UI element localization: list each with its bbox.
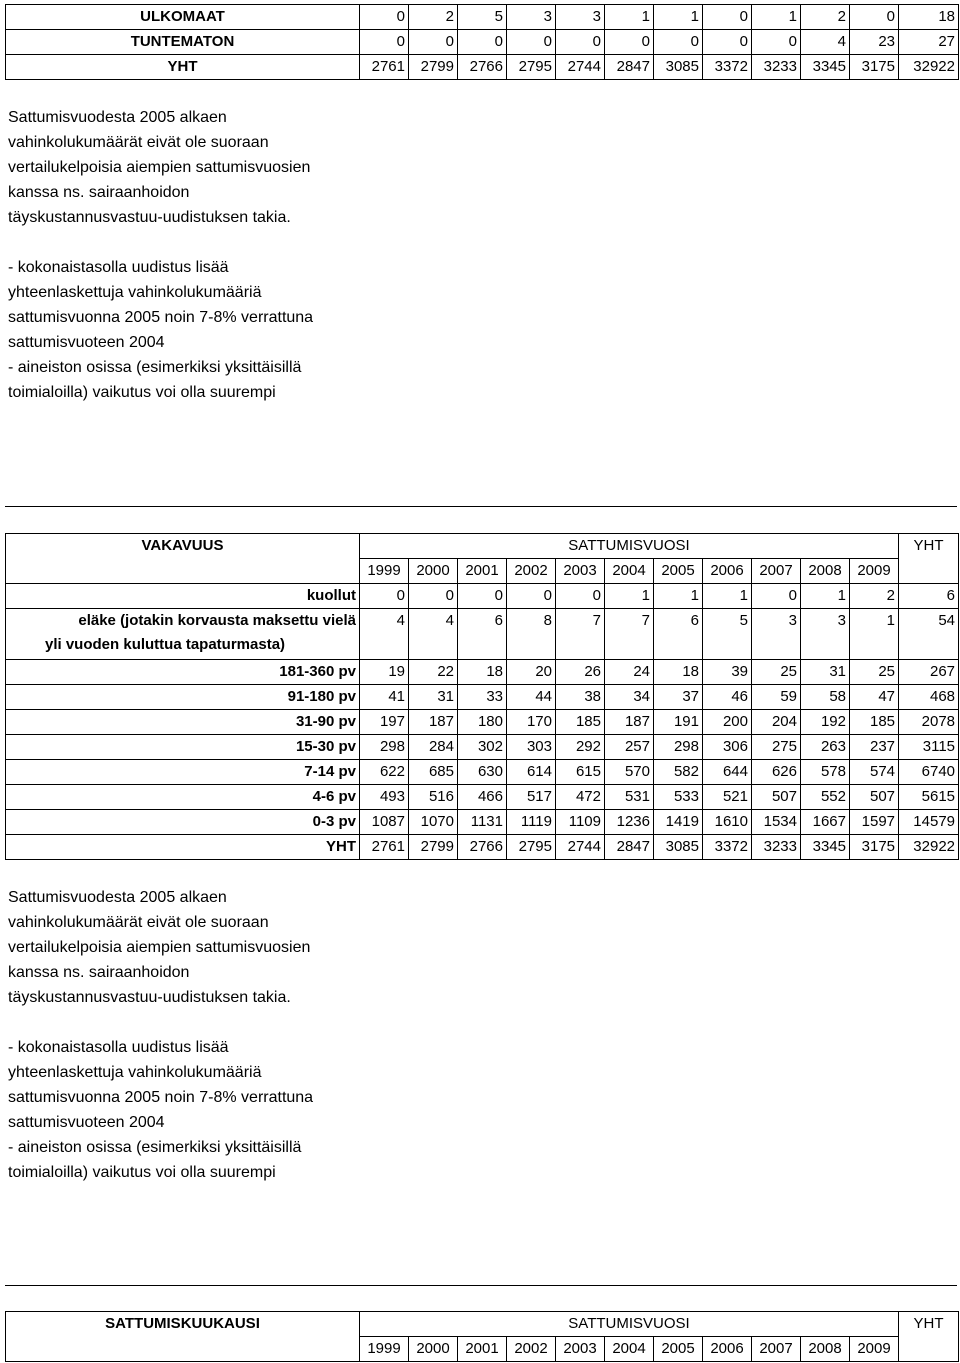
table-cell: 31: [409, 685, 458, 710]
table-cell: 5: [458, 5, 507, 30]
row-label-line: yli vuoden kuluttua tapaturmasta): [45, 636, 286, 653]
row-total: 2078: [899, 710, 959, 735]
year-header: 2007: [752, 559, 801, 584]
table-cell: 31: [801, 660, 850, 685]
table-cell: 3345: [801, 835, 850, 860]
table-cell: 187: [409, 710, 458, 735]
table-cell: 180: [458, 710, 507, 735]
table-cell: 275: [752, 735, 801, 760]
row-total: 5615: [899, 785, 959, 810]
row-total: 468: [899, 685, 959, 710]
table-row: [6, 785, 959, 810]
row-label: YHT: [6, 55, 360, 80]
severity-header-total: YHT: [899, 534, 959, 559]
row-total: 6: [899, 584, 959, 609]
table-row: [6, 760, 959, 785]
table-cell: 1: [703, 584, 752, 609]
table-cell: 59: [752, 685, 801, 710]
table-cell: 493: [360, 785, 409, 810]
table-cell: 1087: [360, 810, 409, 835]
table-cell: 47: [850, 685, 899, 710]
note-line: toimialoilla) vaikutus voi olla suurempi: [8, 384, 276, 401]
note-line: sattumisvuoteen 2004: [8, 334, 165, 351]
note-1-paragraph-1: [8, 105, 428, 230]
table-cell: 298: [654, 735, 703, 760]
table-cell: 0: [556, 30, 605, 55]
table-cell: 0: [703, 5, 752, 30]
row-label: 7-14 pv: [6, 760, 360, 785]
note-line: täyskustannusvastuu-uudistuksen takia.: [8, 989, 291, 1006]
table-cell: 0: [360, 30, 409, 55]
table-cell: 685: [409, 760, 458, 785]
table-cell: 46: [703, 685, 752, 710]
table-row: [6, 835, 959, 860]
row-total: 6740: [899, 760, 959, 785]
year-header: 2002: [507, 1337, 556, 1362]
table-cell: 0: [752, 584, 801, 609]
table-cell: 4: [360, 609, 409, 660]
note-line: vertailukelpoisia aiempien sattumisvuosien: [8, 939, 311, 956]
table-cell: 37: [654, 685, 703, 710]
table-cell: 578: [801, 760, 850, 785]
row-label: 91-180 pv: [6, 685, 360, 710]
table-cell: 192: [801, 710, 850, 735]
table-cell: 263: [801, 735, 850, 760]
month-table: [5, 1311, 959, 1362]
table-cell: 2744: [556, 835, 605, 860]
table-cell: 1610: [703, 810, 752, 835]
table-row: [6, 584, 959, 609]
table-cell: 2766: [458, 835, 507, 860]
table-row: [6, 55, 959, 80]
table-cell: 472: [556, 785, 605, 810]
note-block-2: [8, 885, 428, 1185]
table-cell: 0: [507, 30, 556, 55]
table-row: [6, 5, 959, 30]
note-line: kanssa ns. sairaanhoidon: [8, 184, 190, 201]
row-label: 15-30 pv: [6, 735, 360, 760]
table-row: [6, 810, 959, 835]
table-cell: 41: [360, 685, 409, 710]
year-header: 2008: [801, 559, 850, 584]
note-line: yhteenlaskettuja vahinkolukumääriä: [8, 1064, 262, 1081]
table-cell: 237: [850, 735, 899, 760]
table-cell: 5: [703, 609, 752, 660]
row-total: 32922: [899, 55, 959, 80]
row-total: 54: [899, 609, 959, 660]
table-cell: 2847: [605, 55, 654, 80]
table-cell: 552: [801, 785, 850, 810]
row-label: 181-360 pv: [6, 660, 360, 685]
table-cell: 630: [458, 760, 507, 785]
year-header: 2006: [703, 1337, 752, 1362]
note-line: täyskustannusvastuu-uudistuksen takia.: [8, 209, 291, 226]
year-header: 2000: [409, 1337, 458, 1362]
table-cell: 191: [654, 710, 703, 735]
table-cell: 18: [458, 660, 507, 685]
total-header-blank: [899, 559, 959, 584]
table-cell: 23: [850, 30, 899, 55]
summary-table-top: [5, 4, 959, 80]
table-cell: 2: [801, 5, 850, 30]
table-cell: 2799: [409, 835, 458, 860]
table-cell: 298: [360, 735, 409, 760]
table-cell: 292: [556, 735, 605, 760]
row-total: 14579: [899, 810, 959, 835]
month-header-blank: [6, 1337, 360, 1362]
note-line: sattumisvuoteen 2004: [8, 1114, 165, 1131]
table-cell: 0: [409, 30, 458, 55]
table-cell: 582: [654, 760, 703, 785]
table-cell: 1: [850, 609, 899, 660]
table-cell: 570: [605, 760, 654, 785]
note-block-1: [8, 105, 428, 405]
table-cell: 615: [556, 760, 605, 785]
year-header: 2008: [801, 1337, 850, 1362]
table-cell: 521: [703, 785, 752, 810]
table-cell: 3233: [752, 835, 801, 860]
year-header: 2004: [605, 1337, 654, 1362]
table-cell: 2761: [360, 835, 409, 860]
note-line: vertailukelpoisia aiempien sattumisvuosien: [8, 159, 311, 176]
table-cell: 3: [507, 5, 556, 30]
table-cell: 574: [850, 760, 899, 785]
table-cell: 187: [605, 710, 654, 735]
table-cell: 0: [360, 5, 409, 30]
table-cell: 0: [507, 584, 556, 609]
table-cell: 0: [703, 30, 752, 55]
table-cell: 533: [654, 785, 703, 810]
table-cell: 1131: [458, 810, 507, 835]
table-cell: 2744: [556, 55, 605, 80]
table-cell: 3: [556, 5, 605, 30]
table-cell: 25: [850, 660, 899, 685]
table-cell: 626: [752, 760, 801, 785]
total-header-blank: [899, 1337, 959, 1362]
table-cell: 4: [409, 609, 458, 660]
row-label: TUNTEMATON: [6, 30, 360, 55]
year-header: 2007: [752, 1337, 801, 1362]
note-line: yhteenlaskettuja vahinkolukumääriä: [8, 284, 262, 301]
table-cell: 0: [458, 584, 507, 609]
table-row: [6, 710, 959, 735]
table-cell: 3: [752, 609, 801, 660]
year-header: 2003: [556, 1337, 605, 1362]
note-2-paragraph-2: [8, 1035, 428, 1185]
row-total: 267: [899, 660, 959, 685]
table-cell: 25: [752, 660, 801, 685]
table-cell: 44: [507, 685, 556, 710]
table-cell: 34: [605, 685, 654, 710]
table-cell: 2761: [360, 55, 409, 80]
table-cell: 3233: [752, 55, 801, 80]
table-cell: 1667: [801, 810, 850, 835]
table-cell: 24: [605, 660, 654, 685]
table-cell: 517: [507, 785, 556, 810]
table-cell: 3345: [801, 55, 850, 80]
note-line: Sattumisvuodesta 2005 alkaen: [8, 109, 227, 126]
table-cell: 1419: [654, 810, 703, 835]
table-cell: 19: [360, 660, 409, 685]
table-cell: 3175: [850, 835, 899, 860]
table-cell: 197: [360, 710, 409, 735]
row-label: 0-3 pv: [6, 810, 360, 835]
divider-line: [5, 506, 957, 507]
year-header: 2004: [605, 559, 654, 584]
row-label-line: eläke (jotakin korvausta maksettu vielä: [78, 612, 356, 629]
table-cell: 507: [850, 785, 899, 810]
table-cell: 302: [458, 735, 507, 760]
table-cell: 0: [360, 584, 409, 609]
table-cell: 20: [507, 660, 556, 685]
note-line: - aineiston osissa (esimerkiksi yksittäisillä: [8, 1139, 302, 1156]
table-cell: 18: [654, 660, 703, 685]
table-cell: 2766: [458, 55, 507, 80]
table-cell: 26: [556, 660, 605, 685]
table-cell: 622: [360, 760, 409, 785]
table-cell: 644: [703, 760, 752, 785]
month-header-years-title: SATTUMISVUOSI: [360, 1312, 899, 1337]
table-cell: 39: [703, 660, 752, 685]
table-cell: 0: [409, 584, 458, 609]
table-cell: 3: [801, 609, 850, 660]
table-cell: 185: [850, 710, 899, 735]
month-header-label: SATTUMISKUUKAUSI: [6, 1312, 360, 1337]
table-cell: 2847: [605, 835, 654, 860]
table-cell: 466: [458, 785, 507, 810]
table-cell: 0: [458, 30, 507, 55]
row-label: [6, 609, 360, 660]
table-cell: 0: [556, 584, 605, 609]
table-cell: 2: [409, 5, 458, 30]
table-cell: 0: [850, 5, 899, 30]
table-cell: 6: [654, 609, 703, 660]
year-header: 1999: [360, 559, 409, 584]
row-total: 32922: [899, 835, 959, 860]
table-cell: 8: [507, 609, 556, 660]
table-row: [6, 660, 959, 685]
note-line: kanssa ns. sairaanhoidon: [8, 964, 190, 981]
year-header: 2000: [409, 559, 458, 584]
table-cell: 257: [605, 735, 654, 760]
note-line: sattumisvuonna 2005 noin 7-8% verrattuna: [8, 1089, 314, 1106]
row-label: ULKOMAAT: [6, 5, 360, 30]
table-cell: 1: [654, 584, 703, 609]
table-cell: 1: [801, 584, 850, 609]
note-1-paragraph-2: [8, 255, 428, 405]
table-row: [6, 30, 959, 55]
note-line: - kokonaistasolla uudistus lisää: [8, 259, 229, 276]
table-cell: 58: [801, 685, 850, 710]
table-cell: 516: [409, 785, 458, 810]
table-cell: 2795: [507, 55, 556, 80]
table-cell: 0: [605, 30, 654, 55]
table-row: [6, 609, 959, 660]
table-cell: 3175: [850, 55, 899, 80]
table-cell: 4: [801, 30, 850, 55]
table-cell: 3085: [654, 835, 703, 860]
note-2-paragraph-1: [8, 885, 428, 1010]
table-cell: 0: [752, 30, 801, 55]
table-cell: 614: [507, 760, 556, 785]
table-cell: 1236: [605, 810, 654, 835]
severity-header-label: VAKAVUUS: [6, 534, 360, 559]
year-header: 2005: [654, 1337, 703, 1362]
table-cell: 2799: [409, 55, 458, 80]
note-line: - aineiston osissa (esimerkiksi yksittäisillä: [8, 359, 302, 376]
note-line: - kokonaistasolla uudistus lisää: [8, 1039, 229, 1056]
row-total: 18: [899, 5, 959, 30]
note-line: vahinkolukumäärät eivät ole suoraan: [8, 914, 269, 931]
row-label: YHT: [6, 835, 360, 860]
table-cell: 2795: [507, 835, 556, 860]
table-cell: 204: [752, 710, 801, 735]
table-cell: 7: [605, 609, 654, 660]
table-cell: 531: [605, 785, 654, 810]
note-line: Sattumisvuodesta 2005 alkaen: [8, 889, 227, 906]
row-total: 3115: [899, 735, 959, 760]
table-cell: 1: [654, 5, 703, 30]
table-cell: 306: [703, 735, 752, 760]
table-cell: 170: [507, 710, 556, 735]
table-cell: 22: [409, 660, 458, 685]
table-cell: 3372: [703, 835, 752, 860]
table-cell: 1: [605, 584, 654, 609]
table-cell: 185: [556, 710, 605, 735]
year-header: 2001: [458, 1337, 507, 1362]
table-cell: 1119: [507, 810, 556, 835]
row-label: 4-6 pv: [6, 785, 360, 810]
year-header: 2009: [850, 1337, 899, 1362]
table-row: [6, 735, 959, 760]
severity-header-blank: [6, 559, 360, 584]
table-cell: 200: [703, 710, 752, 735]
table-cell: 33: [458, 685, 507, 710]
note-line: toimialoilla) vaikutus voi olla suurempi: [8, 1164, 276, 1181]
year-header: 2006: [703, 559, 752, 584]
table-cell: 1070: [409, 810, 458, 835]
table-row: [6, 685, 959, 710]
table-cell: 7: [556, 609, 605, 660]
table-cell: 1597: [850, 810, 899, 835]
divider-line: [5, 1285, 957, 1286]
year-header: 2002: [507, 559, 556, 584]
table-cell: 507: [752, 785, 801, 810]
year-header: 2001: [458, 559, 507, 584]
table-cell: 6: [458, 609, 507, 660]
table-cell: 1534: [752, 810, 801, 835]
note-line: sattumisvuonna 2005 noin 7-8% verrattuna: [8, 309, 314, 326]
year-header: 2005: [654, 559, 703, 584]
table-cell: 1: [605, 5, 654, 30]
table-cell: 1109: [556, 810, 605, 835]
row-label: 31-90 pv: [6, 710, 360, 735]
table-cell: 0: [654, 30, 703, 55]
row-total: 27: [899, 30, 959, 55]
table-cell: 1: [752, 5, 801, 30]
year-header: 2003: [556, 559, 605, 584]
year-header: 1999: [360, 1337, 409, 1362]
year-header: 2009: [850, 559, 899, 584]
note-line: vahinkolukumäärät eivät ole suoraan: [8, 134, 269, 151]
table-cell: 3372: [703, 55, 752, 80]
table-cell: 2: [850, 584, 899, 609]
table-cell: 284: [409, 735, 458, 760]
table-cell: 303: [507, 735, 556, 760]
month-header-total: YHT: [899, 1312, 959, 1337]
severity-header-years-title: SATTUMISVUOSI: [360, 534, 899, 559]
table-cell: 38: [556, 685, 605, 710]
row-label: kuollut: [6, 584, 360, 609]
table-cell: 3085: [654, 55, 703, 80]
severity-table: [5, 533, 959, 860]
